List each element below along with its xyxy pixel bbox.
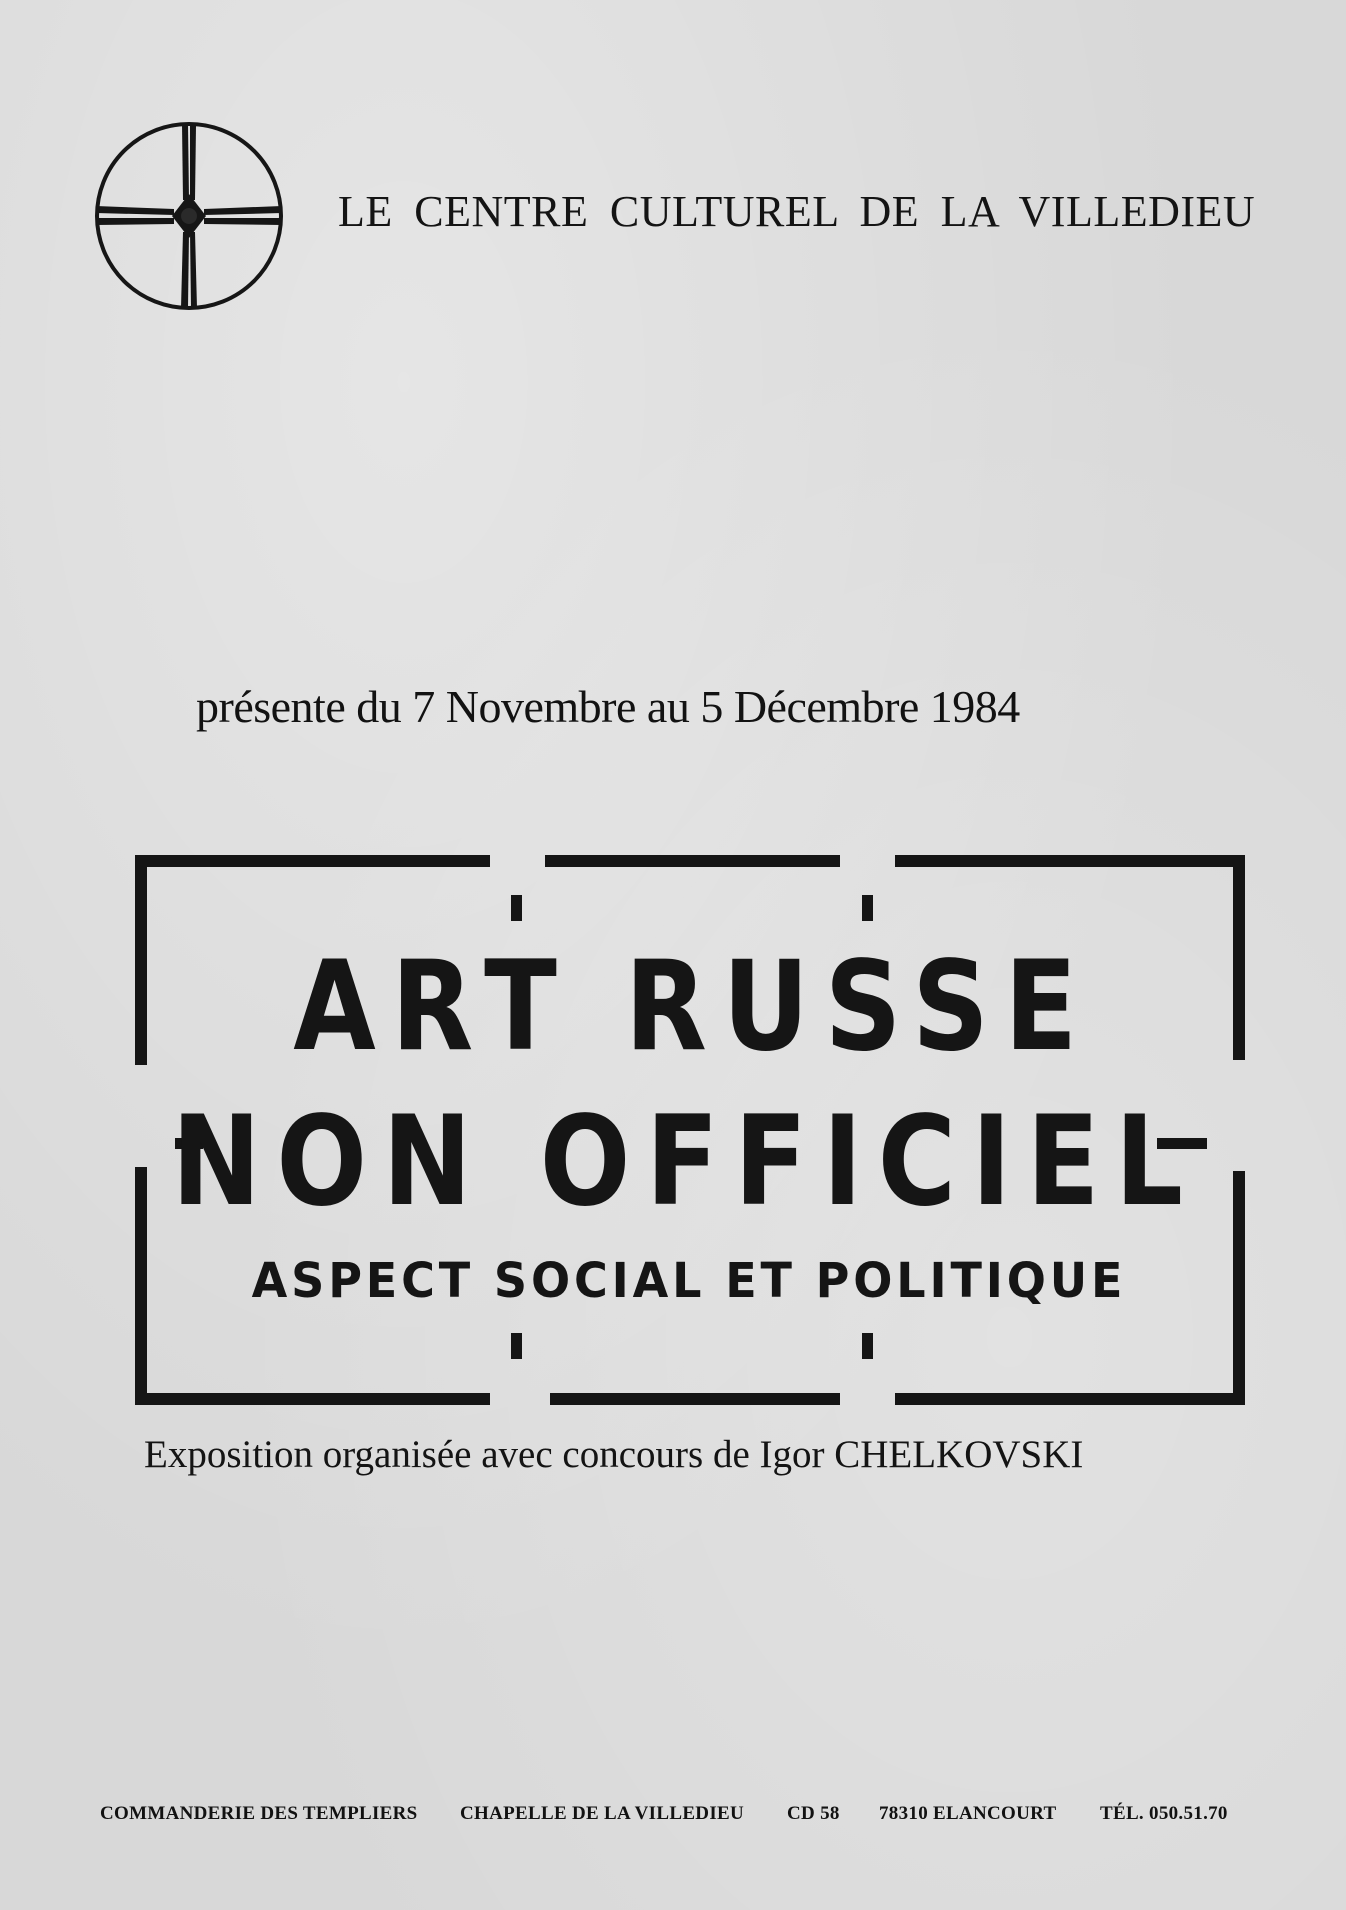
cross-in-circle-icon (88, 120, 290, 312)
exhibition-dates: présente du 7 Novembre au 5 Décembre 1984 (196, 681, 1020, 732)
exhibition-title-line2: NON OFFICIEL (171, 1090, 1199, 1234)
exhibition-title-line1: ART RUSSE (293, 935, 1093, 1079)
organizer-credit: Exposition organisée avec concours de Igor CHELKOVSKI (144, 1433, 1084, 1476)
organization-title: LE CENTRE CULTUREL DE LA VILLEDIEU (338, 187, 1256, 236)
footer-road: CD 58 (787, 1803, 840, 1824)
footer-venue: COMMANDERIE DES TEMPLIERS (100, 1803, 418, 1824)
footer-city: 78310 ELANCOURT (879, 1803, 1057, 1824)
exhibition-subtitle: ASPECT SOCIAL ET POLITIQUE (251, 1253, 1127, 1309)
footer-phone: TÉL. 050.51.70 (1100, 1803, 1228, 1824)
footer-chapel: CHAPELLE DE LA VILLEDIEU (460, 1803, 745, 1824)
